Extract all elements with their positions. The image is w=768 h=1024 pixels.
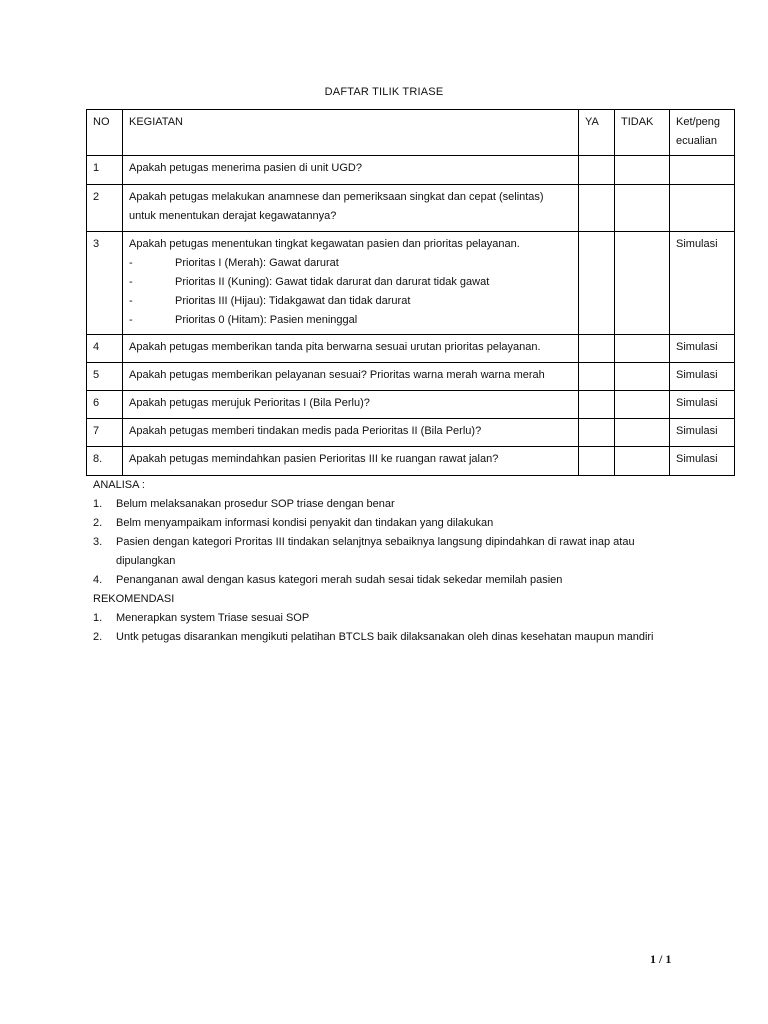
list-item — [93, 533, 683, 571]
row-tidak-cell — [615, 419, 670, 447]
rekomendasi-heading: REKOMENDASI — [93, 593, 175, 605]
list-number: 1. — [93, 612, 103, 624]
row-kegiatan: Apakah petugas merujuk Perioritas I (Bila Perlu)? — [123, 391, 579, 419]
row-tidak-cell — [615, 363, 670, 391]
row-kegiatan: Apakah petugas melakukan anamnese dan pemeriksaan singkat dan cepat (selintas) untuk menentukan derajat kegawatannya? — [123, 185, 579, 232]
row-ket-cell: Simulasi — [670, 232, 735, 335]
row-ya-cell — [579, 419, 615, 447]
priority-item-red — [129, 254, 572, 273]
row-kegiatan: Apakah petugas menerima pasien di unit UGD? — [123, 156, 579, 185]
list-item — [93, 571, 683, 590]
rekomendasi-list — [93, 609, 683, 647]
row-number: 7 — [87, 419, 123, 447]
row-number: 4 — [87, 335, 123, 363]
document-title: DAFTAR TILIK TRIASE — [324, 86, 444, 98]
list-number: 3. — [93, 536, 103, 548]
page-number: 1 / 1 — [650, 952, 672, 966]
header-ya: YA — [579, 110, 615, 156]
row-ya-cell — [579, 335, 615, 363]
table-row — [87, 156, 735, 185]
row-tidak-cell — [615, 391, 670, 419]
row-number: 1 — [87, 156, 123, 185]
list-dash: - — [129, 257, 133, 269]
header-ket: Ket/peng ecualian — [670, 110, 735, 156]
row-number: 2 — [87, 185, 123, 232]
row-number: 8. — [87, 447, 123, 476]
row-number: 6 — [87, 391, 123, 419]
row-tidak-cell — [615, 185, 670, 232]
priority-text: Prioritas III (Hijau): Tidakgawat dan tidak darurat — [175, 295, 411, 307]
analisa-heading: ANALISA : — [93, 479, 145, 491]
list-number: 4. — [93, 574, 103, 586]
table-row — [87, 419, 735, 447]
list-text: Menerapkan system Triase sesuai SOP — [116, 612, 310, 624]
header-tidak: TIDAK — [615, 110, 670, 156]
analisa-list — [93, 495, 683, 590]
row-ket-cell: Simulasi — [670, 363, 735, 391]
row-ket-cell — [670, 156, 735, 185]
priority-item-green — [129, 292, 572, 311]
list-text: Belm menyampaikam informasi kondisi penyakit dan tindakan yang dilakukan — [116, 517, 494, 529]
row-ket-cell: Simulasi — [670, 447, 735, 476]
row-kegiatan: Apakah petugas memberi tindakan medis pada Perioritas II (Bila Perlu)? — [123, 419, 579, 447]
row-ya-cell — [579, 391, 615, 419]
list-dash: - — [129, 295, 133, 307]
row-ya-cell — [579, 232, 615, 335]
table-row — [87, 363, 735, 391]
list-number: 2. — [93, 631, 103, 643]
list-text: Belum melaksanakan prosedur SOP triase dengan benar — [116, 498, 395, 510]
row-ket-cell — [670, 185, 735, 232]
list-number: 1. — [93, 498, 103, 510]
priority-text: Prioritas 0 (Hitam): Pasien meninggal — [175, 314, 358, 326]
row-number: 3 — [87, 232, 123, 335]
priority-text: Prioritas I (Merah): Gawat darurat — [175, 257, 339, 269]
row-tidak-cell — [615, 447, 670, 476]
list-dash: - — [129, 276, 133, 288]
row-kegiatan: Apakah petugas menentukan tingkat kegawatan pasien dan prioritas pelayanan. — [129, 238, 520, 250]
list-text: Pasien dengan kategori Proritas III tindakan selanjtnya sebaiknya langsung dipindahkan di rawat inap atau dipulangkan — [116, 536, 635, 567]
header-kegiatan: KEGIATAN — [123, 110, 579, 156]
row-kegiatan: Apakah petugas memindahkan pasien Perioritas III ke ruangan rawat jalan? — [123, 447, 579, 476]
table-header-row — [87, 110, 735, 156]
row-ya-cell — [579, 156, 615, 185]
row-ya-cell — [579, 363, 615, 391]
row-kegiatan-cell — [123, 232, 579, 335]
table-row — [87, 185, 735, 232]
table-row — [87, 335, 735, 363]
list-item — [93, 514, 683, 533]
row-kegiatan: Apakah petugas memberikan pelayanan sesuai? Prioritas warna merah warna merah — [123, 363, 579, 391]
row-ket-cell: Simulasi — [670, 391, 735, 419]
priority-item-black — [129, 311, 572, 330]
list-number: 2. — [93, 517, 103, 529]
priority-text: Prioritas II (Kuning): Gawat tidak darurat dan darurat tidak gawat — [175, 276, 490, 288]
row-tidak-cell — [615, 156, 670, 185]
list-item — [93, 609, 683, 628]
header-no: NO — [87, 110, 123, 156]
triage-checklist-table — [86, 109, 735, 476]
table-row — [87, 447, 735, 476]
row-kegiatan: Apakah petugas memberikan tanda pita berwarna sesuai urutan prioritas pelayanan. — [123, 335, 579, 363]
row-ya-cell — [579, 447, 615, 476]
row-number: 5 — [87, 363, 123, 391]
table-row — [87, 391, 735, 419]
row-ket-cell: Simulasi — [670, 419, 735, 447]
row-ya-cell — [579, 185, 615, 232]
row-tidak-cell — [615, 335, 670, 363]
priority-item-yellow — [129, 273, 572, 292]
analysis-section — [93, 476, 683, 647]
list-dash: - — [129, 314, 133, 326]
list-item — [93, 628, 683, 647]
list-text: Untk petugas disarankan mengikuti pelatihan BTCLS baik dilaksanakan oleh dinas kesehatan maupun mandiri — [116, 631, 654, 643]
row-tidak-cell — [615, 232, 670, 335]
list-item — [93, 495, 683, 514]
table-row — [87, 232, 735, 335]
row-ket-cell: Simulasi — [670, 335, 735, 363]
list-text: Penanganan awal dengan kasus kategori merah sudah sesai tidak sekedar memilah pasien — [116, 574, 563, 586]
